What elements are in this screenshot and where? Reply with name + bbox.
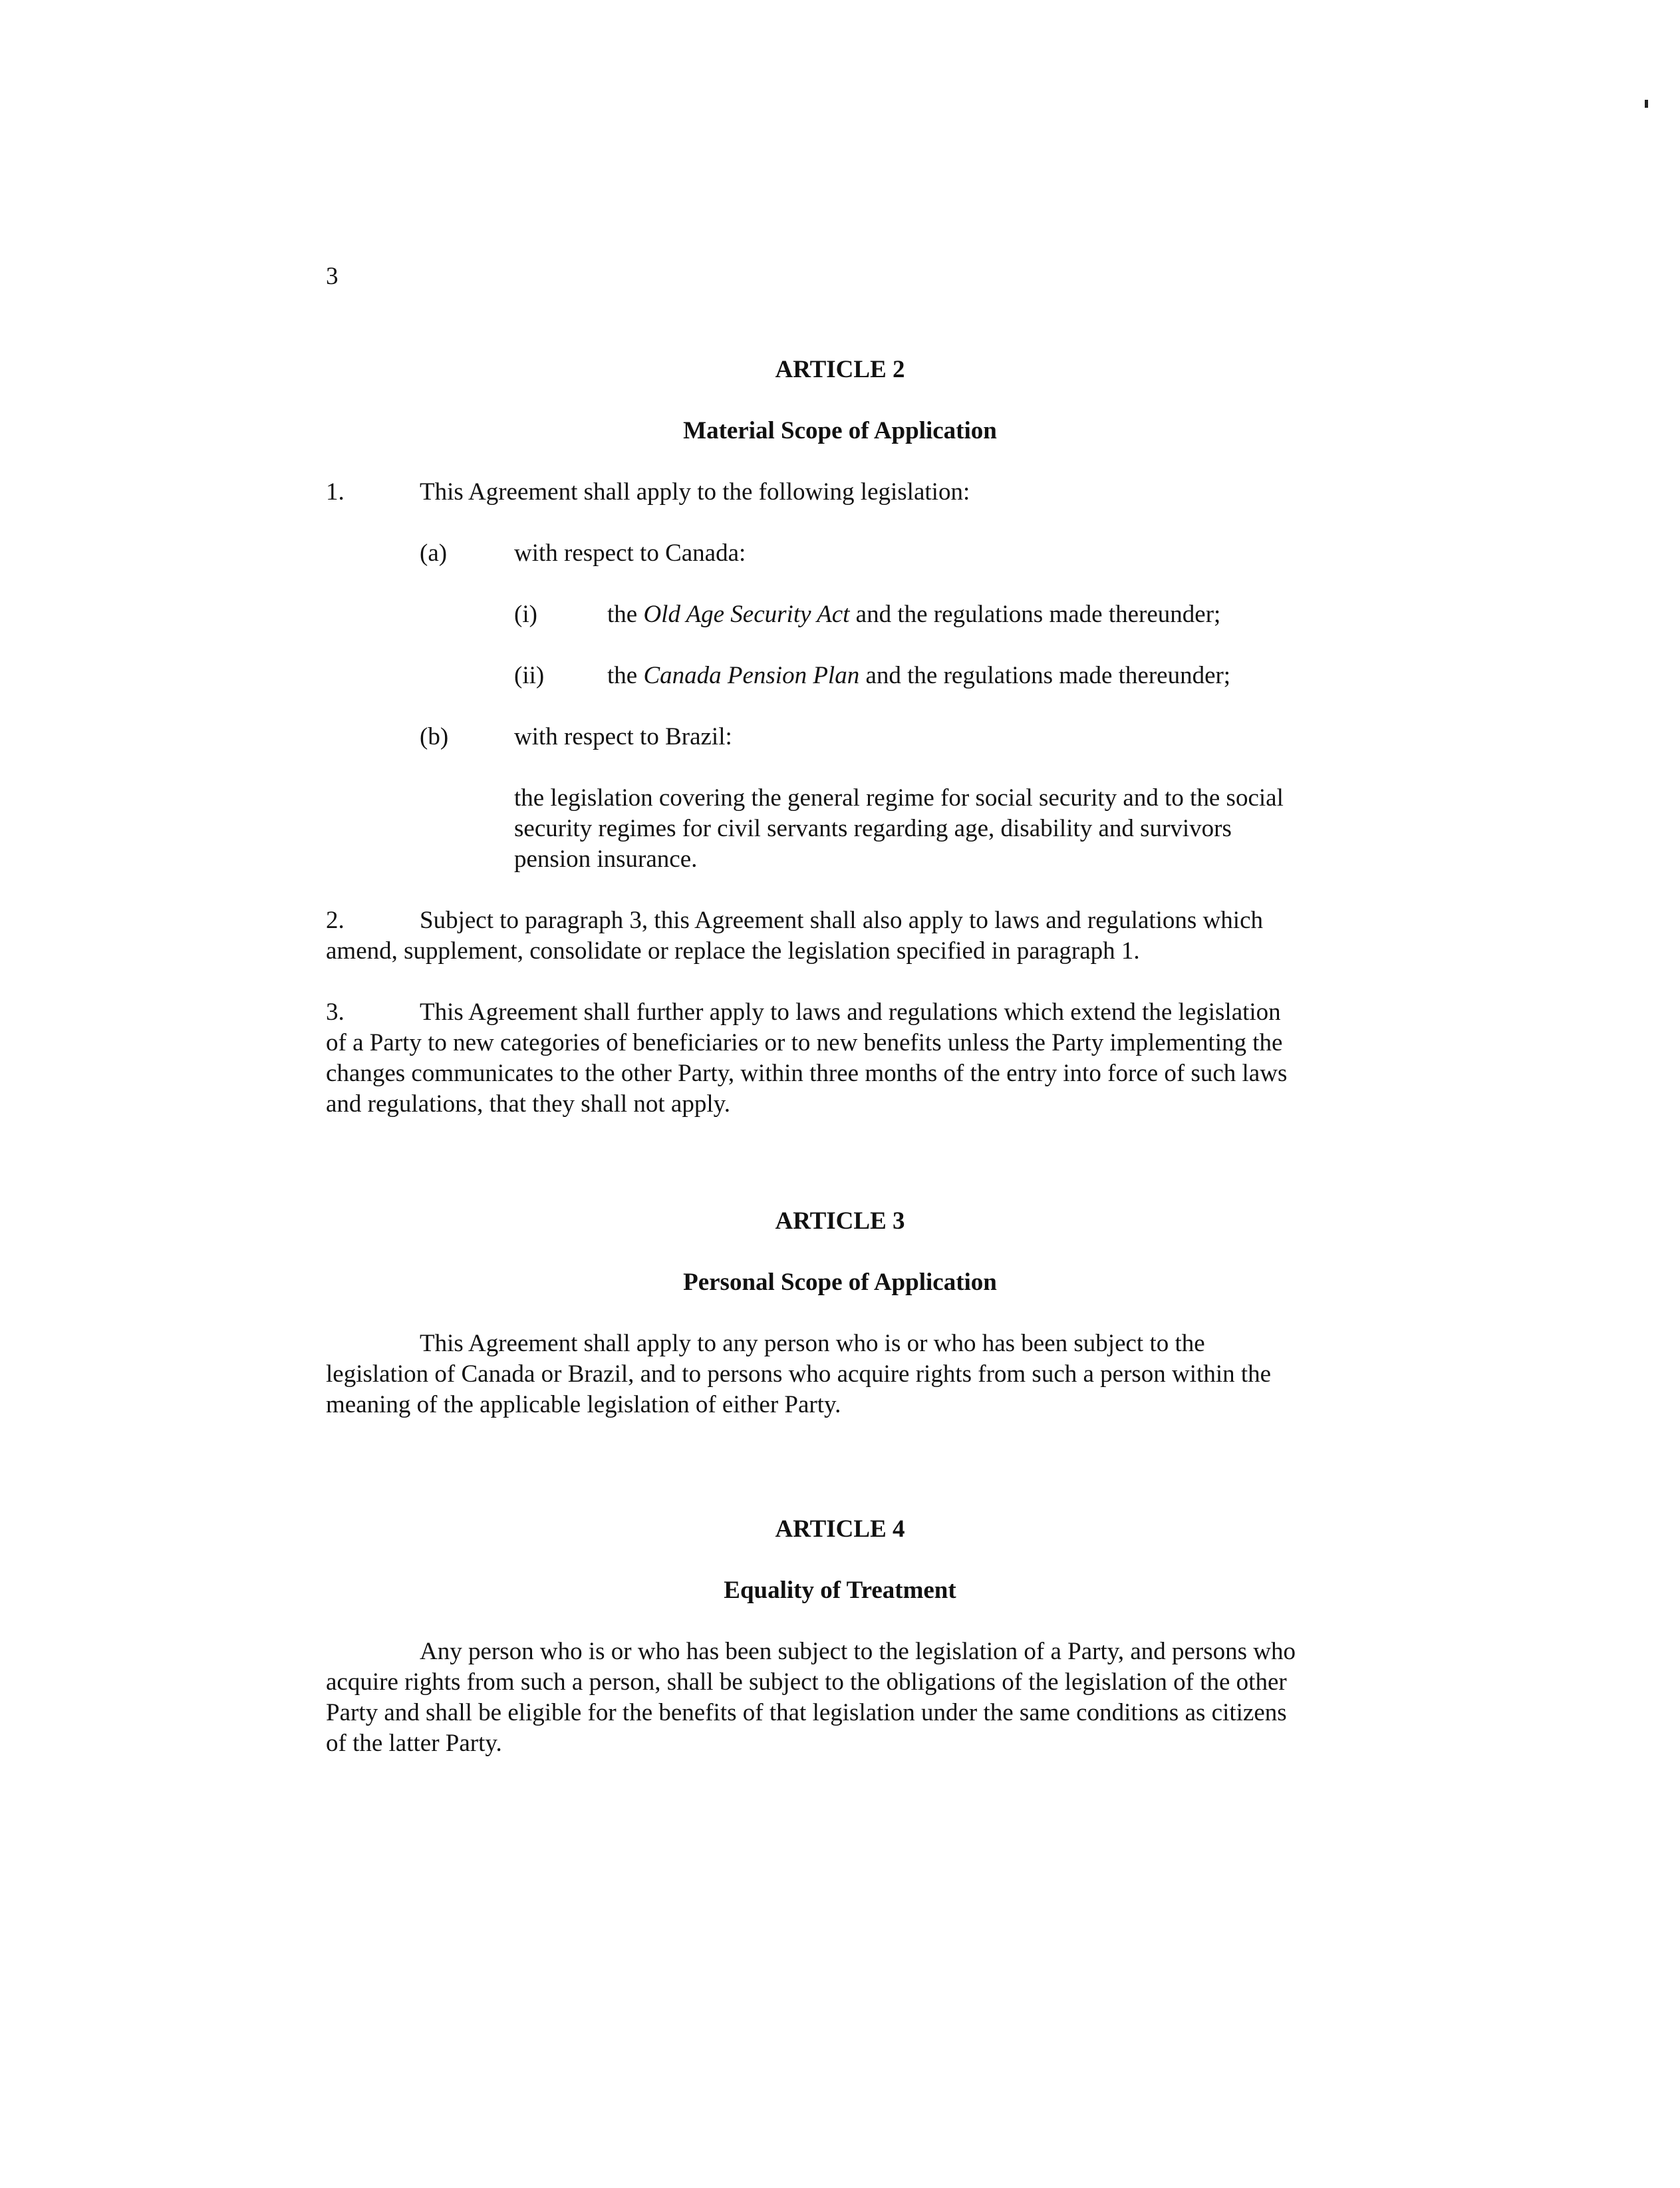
article-2-paragraph-3: [326, 997, 1287, 1120]
paragraph-line: meaning of the applicable legislation of either Party.: [326, 1391, 841, 1418]
canada-pension-plan-title: Canada Pension Plan: [643, 662, 860, 689]
paragraph-3-number: 3.: [326, 999, 345, 1026]
article-2-item-b-label: (b): [420, 723, 449, 750]
article-2-paragraph-1-text: This Agreement shall apply to the following legislation:: [420, 478, 970, 506]
article-4-heading: ARTICLE 4: [775, 1515, 905, 1543]
article-2-item-ii-label: (ii): [514, 662, 545, 689]
article-3-body: [326, 1328, 1271, 1420]
paragraph-line: and regulations, that they shall not apply.: [326, 1090, 730, 1118]
paragraph-line: Any person who is or who has been subject to the legislation of a Party, and persons who: [420, 1638, 1296, 1665]
paragraph-line: of a Party to new categories of beneficiaries or to new benefits unless the Party implementing the: [326, 1029, 1283, 1056]
article-2-item-ii-text: [607, 661, 1230, 691]
article-4-body: [326, 1637, 1296, 1759]
article-2-title: Material Scope of Application: [683, 417, 997, 444]
article-2-heading: ARTICLE 2: [775, 356, 905, 383]
item-i-suffix: and the regulations made thereunder;: [849, 601, 1221, 628]
paragraph-2-number: 2.: [326, 907, 345, 934]
old-age-security-act-title: Old Age Security Act: [643, 601, 850, 628]
article-2-item-a-label: (a): [420, 540, 448, 567]
article-2-item-i-label: (i): [514, 601, 537, 628]
article-3-heading: ARTICLE 3: [775, 1207, 905, 1235]
article-3-title: Personal Scope of Application: [683, 1269, 997, 1296]
article-2-item-b-text: with respect to Brazil:: [514, 723, 732, 750]
scan-mark: [1645, 100, 1648, 108]
paragraph-line: changes communicates to the other Party, within three months of the entry into force of such laws: [326, 1060, 1288, 1087]
paragraph-line: acquire rights from such a person, shall be subject to the obligations of the legislation of the other: [326, 1668, 1287, 1696]
article-2-item-a-text: with respect to Canada:: [514, 540, 746, 567]
paragraph-line: amend, supplement, consolidate or replace the legislation specified in paragraph 1.: [326, 937, 1140, 965]
paragraph-3-line-1: This Agreement shall further apply to laws and regulations which extend the legislation: [420, 999, 1281, 1026]
paragraph-line: the legislation covering the general regime for social security and to the social: [514, 784, 1284, 812]
paragraph-line: security regimes for civil servants regarding age, disability and survivors: [514, 815, 1232, 842]
item-ii-suffix: and the regulations made thereunder;: [859, 662, 1231, 689]
paragraph-2-line-1: Subject to paragraph 3, this Agreement shall also apply to laws and regulations which: [420, 907, 1263, 934]
paragraph-line: pension insurance.: [514, 846, 698, 873]
article-2-item-b-body: [514, 783, 1284, 875]
item-ii-prefix: the: [607, 662, 644, 689]
article-4-title: Equality of Treatment: [724, 1577, 956, 1604]
item-i-prefix: the: [607, 601, 644, 628]
article-2-paragraph-2: [326, 905, 1263, 967]
article-2-paragraph-1-number: 1.: [326, 478, 345, 506]
paragraph-line: Party and shall be eligible for the benefits of that legislation under the same conditions as citizens: [326, 1699, 1287, 1726]
paragraph-line: This Agreement shall apply to any person who is or who has been subject to the: [420, 1330, 1205, 1357]
article-2-item-i-text: [607, 599, 1220, 630]
paragraph-line: of the latter Party.: [326, 1730, 502, 1757]
paragraph-line: legislation of Canada or Brazil, and to persons who acquire rights from such a person within the: [326, 1360, 1272, 1388]
paragraph-line: [326, 905, 1263, 936]
page-number: 3: [326, 263, 339, 290]
paragraph-line: [326, 997, 1287, 1028]
